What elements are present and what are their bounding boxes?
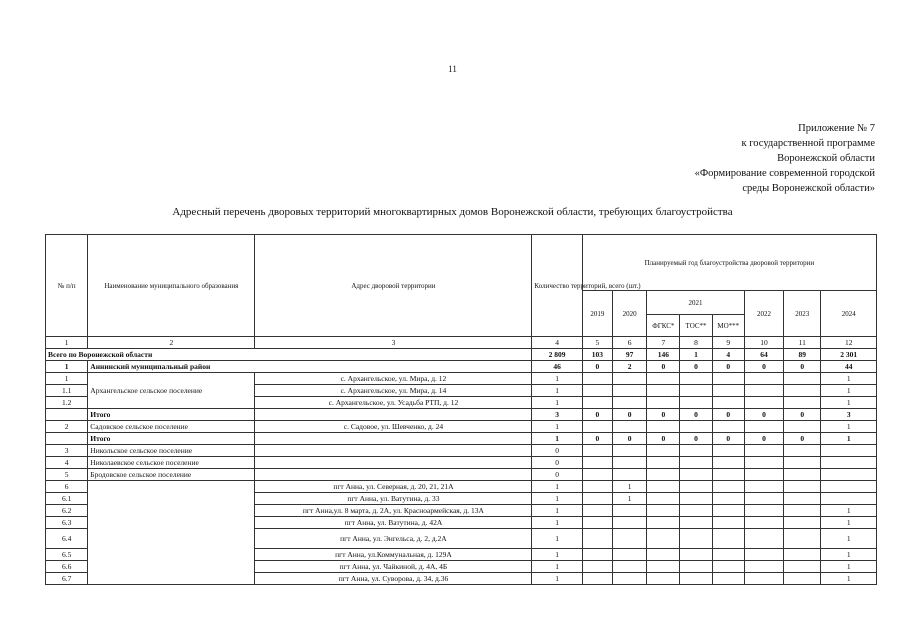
cell: 1 <box>46 361 88 373</box>
cell: 0 <box>744 361 783 373</box>
cell: 5 <box>46 469 88 481</box>
cell: 1 <box>821 433 877 445</box>
header-row <box>46 235 877 291</box>
cell: 6.3 <box>46 517 88 529</box>
cell: 64 <box>744 349 783 361</box>
cell: 6 <box>46 481 88 493</box>
municipality-cell: Архангельское сельское поселение <box>88 373 255 409</box>
cell: 1 <box>821 373 877 385</box>
district-label: Аннинский муниципальный район <box>88 361 532 373</box>
cell: 0 <box>680 409 712 421</box>
cell: 1 <box>532 433 582 445</box>
cell: 4 <box>712 349 744 361</box>
table-row-district <box>46 361 877 373</box>
address-cell: пгт Анна, ул. Ватутина, д. 33 <box>255 493 532 505</box>
cell: 1 <box>532 373 582 385</box>
cell: 0 <box>612 433 646 445</box>
table-row <box>46 373 877 385</box>
municipality-cell: Никольское сельское поселение <box>88 445 255 457</box>
cell: 0 <box>647 361 680 373</box>
cell: 0 <box>680 433 712 445</box>
cell <box>612 561 646 573</box>
header-year: 2022 <box>744 291 783 337</box>
cell: 2 <box>612 361 646 373</box>
cell: 10 <box>744 337 783 349</box>
cell: 12 <box>821 337 877 349</box>
cell: 1 <box>532 573 582 585</box>
table-row <box>46 421 877 433</box>
cell: 2 <box>88 337 255 349</box>
cell: 0 <box>582 361 612 373</box>
cell: 1 <box>46 337 88 349</box>
cell: 0 <box>712 361 744 373</box>
cell: 0 <box>744 409 783 421</box>
cell: 0 <box>712 433 744 445</box>
address-cell: пгт Анна, ул. Энгельса, д. 2, д.2А <box>255 529 532 549</box>
cell: 4 <box>532 337 582 349</box>
cell: 146 <box>647 349 680 361</box>
cell: 0 <box>612 409 646 421</box>
appendix-note <box>695 121 875 196</box>
document-title: Адресный перечень дворовых территорий многоквартирных домов Воронежской области, требующих благоустройства <box>172 206 733 218</box>
header-fgks: ФГКС* <box>647 315 680 337</box>
address-cell: с. Архангельское, ул. Мира, д. 12 <box>255 373 532 385</box>
cell: 1 <box>821 397 877 409</box>
cell: 5 <box>582 337 612 349</box>
header-planned-year: Планируемый год благоустройства дворовой территории <box>582 235 876 291</box>
cell: 1.1 <box>46 385 88 397</box>
cell: 1 <box>532 549 582 561</box>
cell: 1 <box>532 385 582 397</box>
cell <box>612 517 646 529</box>
address-cell: с. Садовое, ул. Шевченко, д. 24 <box>255 421 532 433</box>
cell: 6.1 <box>46 493 88 505</box>
header-mo: МО*** <box>712 315 744 337</box>
cell: 1 <box>821 549 877 561</box>
cell: 0 <box>647 409 680 421</box>
cell: 0 <box>532 457 582 469</box>
cell: 1 <box>46 373 88 385</box>
cell: 3 <box>46 445 88 457</box>
header-tos: ТОС** <box>680 315 712 337</box>
cell: 0 <box>647 433 680 445</box>
appendix-line: среды Воронежской области» <box>742 183 875 194</box>
address-table <box>45 234 877 585</box>
cell: 1 <box>532 505 582 517</box>
header-year: 2020 <box>612 291 646 337</box>
appendix-line: к государственной программе <box>741 138 875 149</box>
cell: 46 <box>532 361 582 373</box>
header-num: № п/п <box>46 235 88 337</box>
address-cell: пгт Анна, ул.Коммунальная, д. 129А <box>255 549 532 561</box>
cell: 1 <box>821 517 877 529</box>
address-cell: пгт Анна, ул. Ватутина, д. 42А <box>255 517 532 529</box>
cell: 0 <box>532 469 582 481</box>
header-address: Адрес дворовой территории <box>255 235 532 337</box>
cell: 1.2 <box>46 397 88 409</box>
cell: 89 <box>784 349 821 361</box>
cell: 1 <box>532 517 582 529</box>
cell: 6.6 <box>46 561 88 573</box>
header-count: Количество территорий, всего (шт.) <box>532 235 582 337</box>
cell: 0 <box>784 433 821 445</box>
cell <box>821 481 877 493</box>
cell: 1 <box>821 421 877 433</box>
cell: 97 <box>612 349 646 361</box>
cell: 7 <box>647 337 680 349</box>
cell: 6.7 <box>46 573 88 585</box>
subtotal-label: Итого <box>88 433 255 445</box>
cell: 3 <box>821 409 877 421</box>
address-cell: пгт Анна, ул. Суворова, д. 34, д.36 <box>255 573 532 585</box>
cell: 44 <box>821 361 877 373</box>
municipality-cell: Садовское сельское поселение <box>88 421 255 433</box>
cell: 1 <box>680 349 712 361</box>
header-year: 2021 <box>647 291 745 315</box>
cell: 1 <box>821 573 877 585</box>
cell: 0 <box>532 445 582 457</box>
cell: 1 <box>532 421 582 433</box>
header-year: 2023 <box>784 291 821 337</box>
header-municipality: Наименование муниципального образования <box>88 235 255 337</box>
address-cell: с. Архангельское, ул. Мира, д. 14 <box>255 385 532 397</box>
column-number-row <box>46 337 877 349</box>
appendix-line: Воронежской области <box>777 153 875 164</box>
cell: 2 301 <box>821 349 877 361</box>
cell: 0 <box>712 409 744 421</box>
cell: 1 <box>612 481 646 493</box>
subtotal-label: Итого <box>88 409 255 421</box>
cell: 1 <box>612 493 646 505</box>
municipality-cell <box>88 481 255 585</box>
cell: 0 <box>784 409 821 421</box>
address-cell: пгт Анна, ул. Северная, д. 20, 21, 21А <box>255 481 532 493</box>
cell: 1 <box>821 529 877 549</box>
cell: 8 <box>680 337 712 349</box>
cell: 2 <box>46 421 88 433</box>
cell: 0 <box>582 409 612 421</box>
table-row <box>46 445 877 457</box>
address-cell: пгт Анна, ул. Чайкиной, д. 4А, 4Б <box>255 561 532 573</box>
cell: 6.5 <box>46 549 88 561</box>
table-row <box>46 481 877 493</box>
cell: 0 <box>680 361 712 373</box>
cell: 103 <box>582 349 612 361</box>
address-cell: с. Архангельское, ул. Усадьба РТП, д. 12 <box>255 397 532 409</box>
table-row-subtotal <box>46 409 877 421</box>
header-year: 2019 <box>582 291 612 337</box>
cell: 1 <box>532 493 582 505</box>
cell: 1 <box>532 529 582 549</box>
header-year: 2024 <box>821 291 877 337</box>
page-number: 11 <box>448 64 457 74</box>
cell: 1 <box>532 481 582 493</box>
appendix-line: Приложение № 7 <box>798 123 875 134</box>
cell: 9 <box>712 337 744 349</box>
cell: 0 <box>784 361 821 373</box>
table-row <box>46 469 877 481</box>
cell: 1 <box>821 561 877 573</box>
cell: 2 809 <box>532 349 582 361</box>
table-row <box>46 457 877 469</box>
cell: 1 <box>532 397 582 409</box>
cell: 6.4 <box>46 529 88 549</box>
cell: 1 <box>532 561 582 573</box>
cell: 11 <box>784 337 821 349</box>
cell: 1 <box>821 385 877 397</box>
cell: 6.2 <box>46 505 88 517</box>
cell: 6 <box>612 337 646 349</box>
appendix-line: «Формирование современной городской <box>694 168 875 179</box>
address-cell: пгт Анна,ул. 8 марта, д. 2А, ул. Красноармейская, д. 13А <box>255 505 532 517</box>
cell <box>612 549 646 561</box>
cell: 0 <box>744 433 783 445</box>
table-row-total <box>46 349 877 361</box>
total-label: Всего по Воронежской области <box>46 349 532 361</box>
cell: 3 <box>532 409 582 421</box>
municipality-cell: Николаевское сельское поселение <box>88 457 255 469</box>
cell: 3 <box>255 337 532 349</box>
cell: 0 <box>582 433 612 445</box>
cell <box>612 529 646 549</box>
table-row-subtotal <box>46 433 877 445</box>
municipality-cell: Бродовское сельское поселение <box>88 469 255 481</box>
cell: 4 <box>46 457 88 469</box>
cell: 1 <box>821 505 877 517</box>
cell <box>612 505 646 517</box>
cell <box>821 493 877 505</box>
cell <box>612 573 646 585</box>
